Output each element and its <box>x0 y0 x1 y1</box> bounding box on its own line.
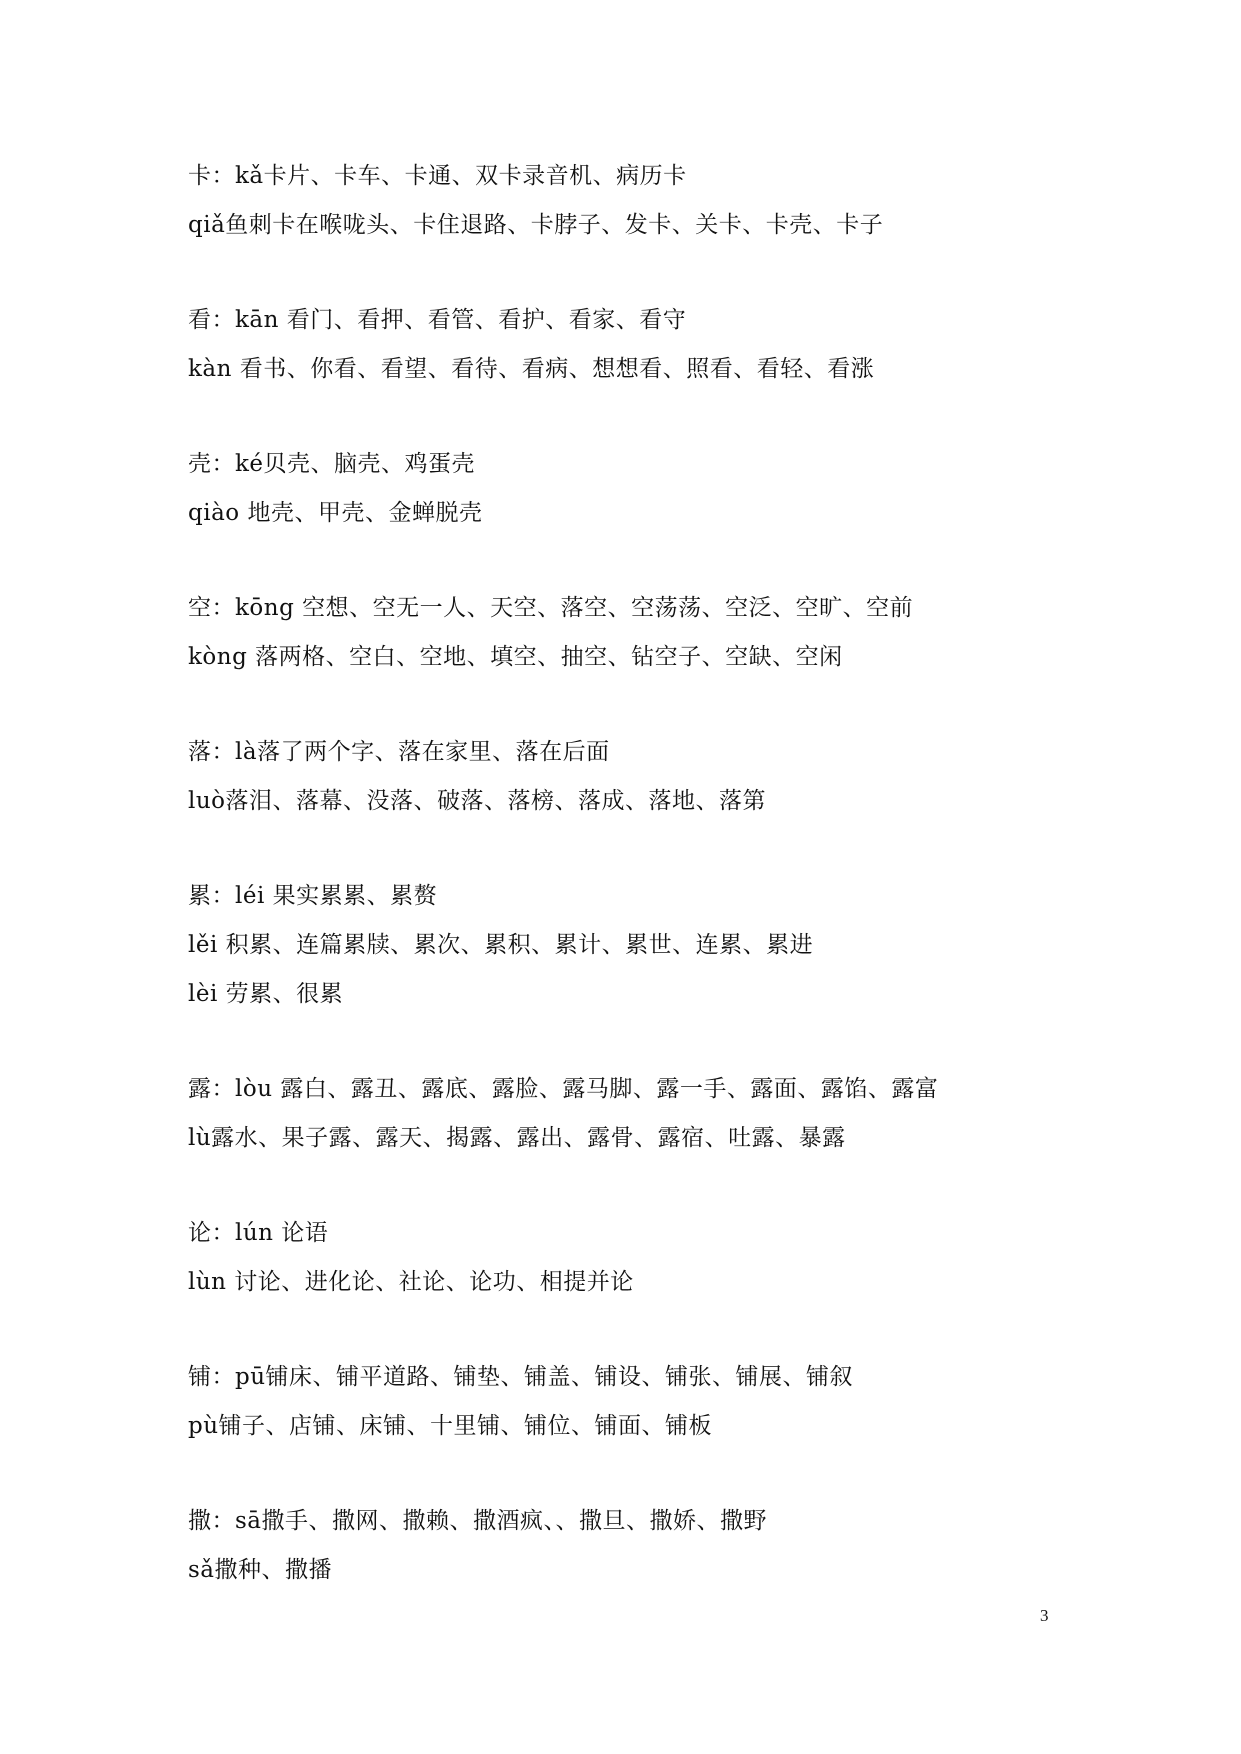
entry-line: sǎ撒种、撒播 <box>188 1557 333 1583</box>
entry-line: luò落泪、落幕、没落、破落、落榜、落成、落地、落第 <box>188 788 767 814</box>
entry-line: 落：là落了两个字、落在家里、落在后面 <box>188 739 610 765</box>
entry-line: 累：léi 果实累累、累赘 <box>188 883 438 909</box>
entry-line: 看：kān 看门、看押、看管、看护、看家、看守 <box>188 307 687 333</box>
entry-line: 壳：ké贝壳、脑壳、鸡蛋壳 <box>188 451 476 477</box>
entry-ka <box>188 152 1088 250</box>
entry-ke <box>188 440 1088 538</box>
entry-line: pù铺子、店铺、床铺、十里铺、铺位、铺面、铺板 <box>188 1413 713 1439</box>
entry-lu <box>188 1065 1088 1163</box>
entry-kan <box>188 296 1088 394</box>
entry-line: kòng 落两格、空白、空地、填空、抽空、钻空子、空缺、空闲 <box>188 644 843 670</box>
entry-line: lù露水、果子露、露天、揭露、露出、露骨、露宿、吐露、暴露 <box>188 1125 846 1151</box>
entry-line: 撒：sā撒手、撒网、撒赖、撒酒疯、、撒旦、撒娇、撒野 <box>188 1508 768 1534</box>
entry-line: 露：lòu 露白、露丑、露底、露脸、露马脚、露一手、露面、露馅、露富 <box>188 1076 939 1102</box>
entry-kong <box>188 584 1088 682</box>
entry-line: lěi 积累、连篇累牍、累次、累积、累计、累世、连累、累进 <box>188 932 814 958</box>
entry-lun <box>188 1209 1088 1307</box>
entry-line: qiào 地壳、甲壳、金蝉脱壳 <box>188 500 483 526</box>
entry-line: lèi 劳累、很累 <box>188 981 344 1007</box>
entry-pu <box>188 1353 1088 1451</box>
entry-line: kàn 看书、你看、看望、看待、看病、想想看、照看、看轻、看涨 <box>188 356 875 382</box>
entry-line: 论：lún 论语 <box>188 1220 329 1246</box>
polyphonic-character-list <box>188 152 1088 1641</box>
entry-line: 卡：kǎ卡片、卡车、卡通、双卡录音机、病历卡 <box>188 163 687 189</box>
entry-lei <box>188 872 1088 1019</box>
entry-line: lùn 讨论、进化论、社论、论功、相提并论 <box>188 1269 634 1295</box>
entry-line: 铺：pū铺床、铺平道路、铺垫、铺盖、铺设、铺张、铺展、铺叙 <box>188 1364 854 1390</box>
page-number: 3 <box>1040 1606 1049 1625</box>
entry-luo <box>188 728 1088 826</box>
entry-line: qiǎ鱼刺卡在喉咙头、卡住退路、卡脖子、发卡、关卡、卡壳、卡子 <box>188 212 884 238</box>
entry-sa <box>188 1497 1088 1595</box>
entry-line: 空：kōng 空想、空无一人、天空、落空、空荡荡、空泛、空旷、空前 <box>188 595 914 621</box>
